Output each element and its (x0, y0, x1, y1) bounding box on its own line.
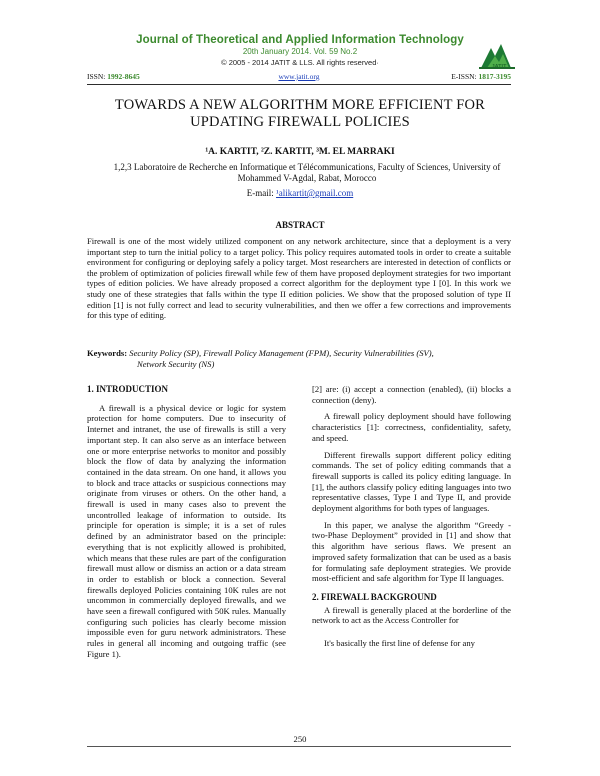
page-number: 250 (293, 734, 307, 744)
intro-paragraph: A firewall is a physical device or logic for system protection for home computers. Due to insecurity of Internet and intranet, the use of firewalls is still a very important step. It can also serve as an interface between one or more enterprise networks to monitor and possibly block the flow of data by analyzing the information contained in the data stream. On one hand, it allows you to block and trace attacks or suspicious connections may originate from viruses or others. On the other hand, a firewall is used in many cases also to prevent the uncontrolled leakage of information to outside. Its principle for operation is simple; it is a set of rules defined by an administrator based on the principle: everything that is not explicitly allowed is prohibited, which means that these rules are part of the configuration firewall must allow or dismiss an action or a data stream in order to establish or block a connection. Several firewalls deployed Policies containing 10K rules are not uncommon in commercially deployed firewalls, and we have seen a firewall configured with 50K rules. Manually configuring such policies has clearly become mission impossible even for guru network administrators. These rules in general all incoming and outgoing traffic (see Figure 1). (87, 402, 286, 659)
journal-title: Journal of Theoretical and Applied Information Technology (136, 34, 464, 46)
editing-language-paragraph: Different firewalls support different policy editing commands. The set of policy editing commands that a firewall supports is called its policy editing language. In [1], the authors classify policy editing languages into two representative classes, Type I and Type II, and provide deployment algorithms for both types of languages. (312, 449, 511, 514)
abstract-heading: ABSTRACT (275, 220, 325, 230)
firewall-background-heading: 2. FIREWALL BACKGROUND (312, 591, 437, 602)
authors: ¹A. KARTIT, ²Z. KARTIT, ³M. EL MARRAKI (205, 147, 395, 157)
deployment-paragraph: A firewall policy deployment should have following characteristics [1]: correctness, confidentiality, safety, and speed. (312, 411, 511, 443)
email-line: E-mail: ¹alikartit@gmail.com (246, 188, 354, 198)
issn: ISSN: 1992-8645 (87, 72, 140, 81)
header-rule (87, 84, 511, 85)
email-link[interactable]: ¹alikartit@gmail.com (276, 188, 354, 198)
eissn: E-ISSN: 1817-3195 (451, 72, 511, 81)
keywords: Keywords: Security Policy (SP), Firewall Policy Management (FPM), Security Vulnerabilities (SV), Network Security (NS) (87, 348, 434, 369)
abstract-text: Firewall is one of the most widely utilized component on any network architecture, since that a deployment is a very important step to turn the initial policy to a target policy. This policy requires automated tools in order to create a suitable environment for configuring or deploying safely a policy target. Most researchers are interested in detection of conflicts or the problem of optimization of policies firewall while few of them have proposed deployment strategies for two important types of edition policies. We have already proposed a correct algorithm for the deployment type I [0]. In this work we study one of these strategies that falls within the type II edition policies. We show that the proposed solution of type II edition [1] is not fully correct and lead to security vulnerabilities, and then we offer a few corrections and improvements for this type of editing. (87, 236, 511, 321)
contribution-paragraph: In this paper, we analyse the algorithm “Greedy - two-Phase Deployment” provided in [1] and show that this algorithm have serious flaws. We present an improved safety formalization that can be used as a basis for formulating safe deployment strategies. We provide most-efficient and safe algorithm for Type II languages. (312, 519, 511, 584)
right-column (312, 384, 511, 655)
intro-heading: 1. INTRODUCTION (87, 384, 169, 394)
copyright-line: © 2005 - 2014 JATIT & LLS. All rights reserved· (221, 58, 379, 67)
journal-issue: 20th January 2014. Vol. 59 No.2 (242, 47, 358, 56)
firewall-defense-paragraph: It's basically the first line of defense for any (324, 638, 475, 649)
paper-title: TOWARDS A NEW ALGORITHM MORE EFFICIENT FOR UPDATING FIREWALL POLICIES (114, 97, 486, 130)
rules-actions-paragraph: [2] are: (i) accept a connection (enabled), (ii) blocks a connection (deny). (312, 384, 511, 405)
logo-text: JATIT (491, 64, 507, 70)
affiliation: 1,2,3 Laboratoire de Recherche en Informatique et Télécommunications, Faculty of Sciences, University of Mohammed V-Agdal, Rabat, Morocco (113, 162, 501, 183)
journal-url-link[interactable]: www.jatit.org (278, 72, 320, 81)
firewall-background-paragraph: A firewall is generally placed at the borderline of the network to act as the Access Controller for (312, 604, 511, 626)
footer-rule (87, 746, 511, 747)
left-column (87, 384, 286, 666)
